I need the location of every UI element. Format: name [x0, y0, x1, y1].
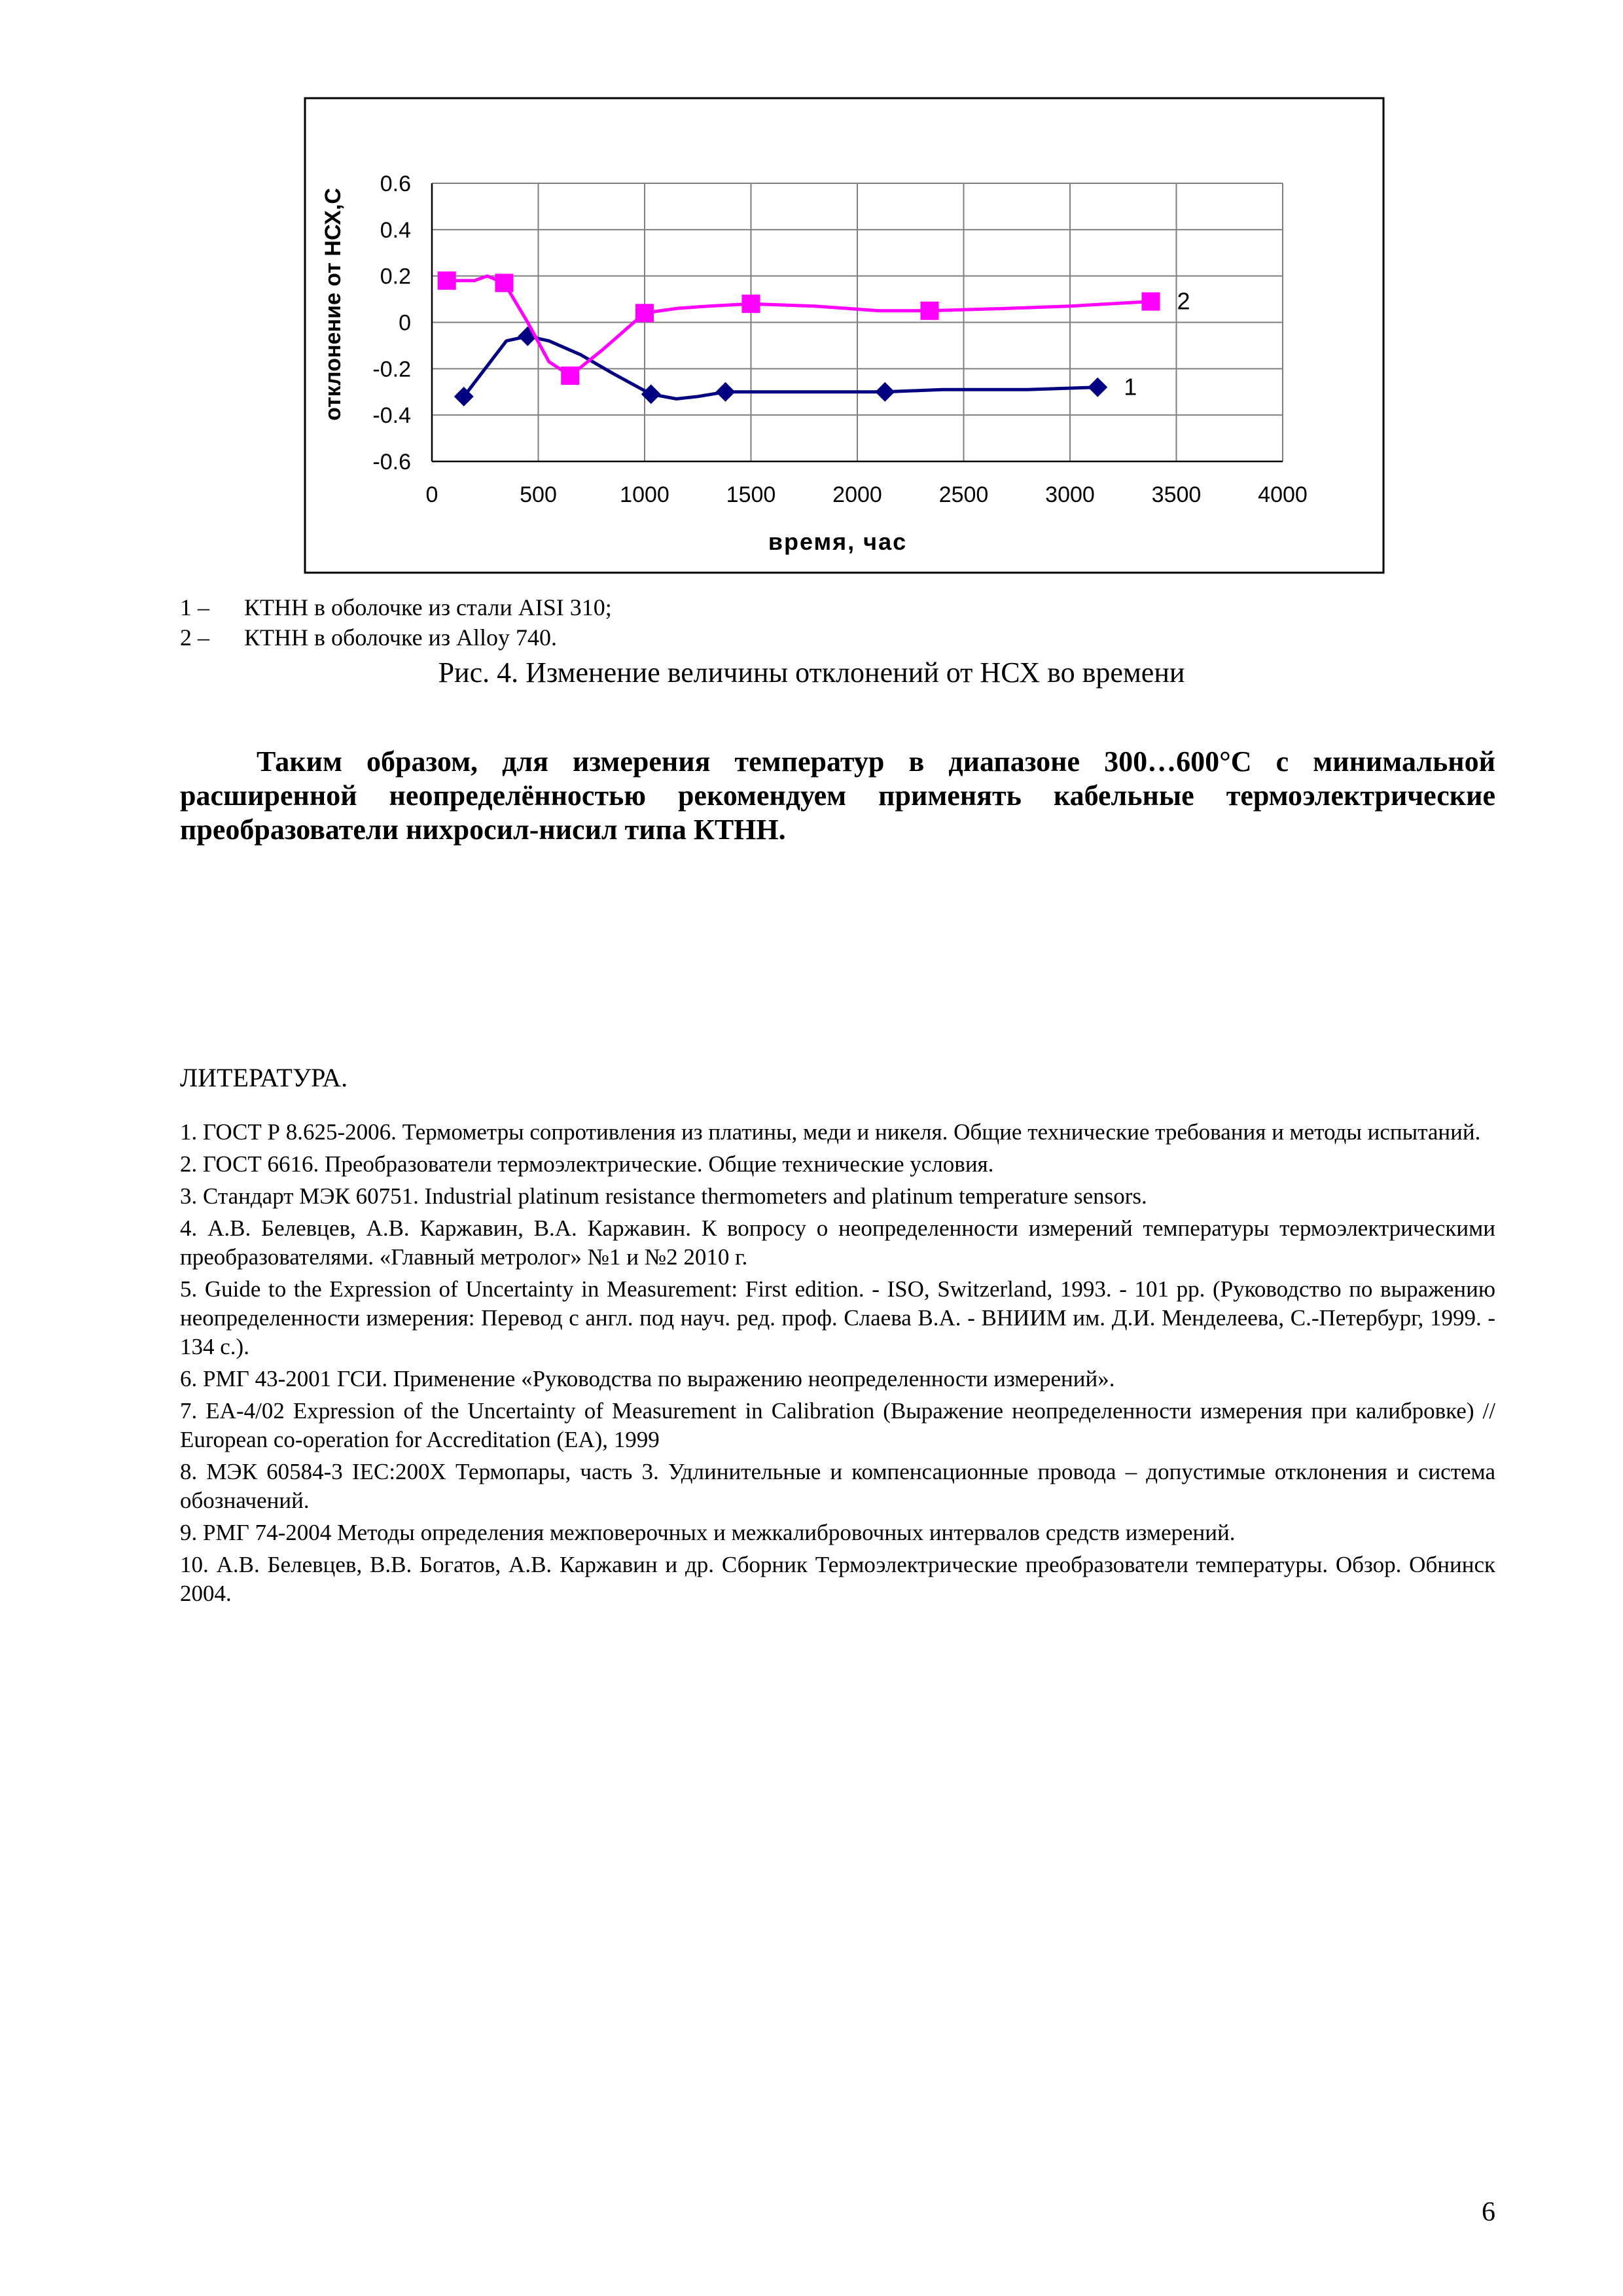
y-tick-label: 0.4 [380, 217, 411, 243]
reference-3: 3. Стандарт МЭК 60751. Industrial platinum resistance thermometers and platinum temperature sensors. [180, 1183, 1147, 1209]
reference-8: 8. МЭК 60584-3 IEC:200X Термопары, часть 3. Удлинительные и компенсационные провода – допустимые отклонения и система обозначений. [180, 1459, 1495, 1513]
series-2-point [561, 367, 579, 385]
series-2-point [635, 304, 654, 322]
reference-9: 9. РМГ 74-2004 Методы определения межповерочных и межкалибровочных интервалов средств измерений. [180, 1520, 1236, 1545]
legend-item-2-text: КТНН в оболочке из Alloy 740. [244, 624, 558, 651]
series-2-point [742, 295, 760, 313]
x-tick-label: 2000 [832, 482, 882, 507]
series-2-point [495, 274, 514, 292]
legend-item-2-num: 2 – [180, 624, 209, 651]
reference-4: 4. А.В. Белевцев, А.В. Каржавин, В.А. Каржавин. К вопросу о неопределенности измерений температуры термоэлектрическими преобразователями. «Главный метролог» №1 и №2 2010 г. [180, 1215, 1495, 1270]
legend-item-1-text: КТНН в оболочке из стали AISI 310; [244, 594, 612, 620]
reference-6: 6. РМГ 43-2001 ГСИ. Применение «Руководства по выражению неопределенности измерений». [180, 1366, 1115, 1391]
page-number: 6 [1482, 2197, 1495, 2227]
literature-heading: ЛИТЕРАТУРА. [180, 1063, 348, 1092]
series-2-label: 2 [1177, 287, 1190, 315]
chart [0, 0, 1623, 589]
x-tick-label: 2500 [938, 482, 989, 507]
figure-caption: Рис. 4. Изменение величины отклонений от НСХ во времени [438, 656, 1185, 689]
series-2-point [438, 272, 456, 290]
y-tick-label: -0.6 [372, 450, 411, 475]
y-tick-label: -0.4 [372, 403, 411, 429]
reference-5: 5. Guide to the Expression of Uncertainty in Measurement: First edition. - ISO, Switzerland, 1993. - 101 pp. (Руководство по выражению неопределенности измерения: Перевод с англ. под науч. ред. проф. Слаева В.А. - ВНИИМ им. Д.И. Менделеева, С.-Петербург, 1999. - 134 с.). [180, 1276, 1495, 1359]
legend-item-1 [180, 593, 612, 622]
conclusion-text: Таким образом, для измерения температур в диапазоне 300…600°С с минимальной расширенной неопределённостью рекомендуем применять кабельные термоэлектрические преобразователи нихросил-нисил типа КТНН. [180, 745, 1495, 846]
series-2-point [1142, 293, 1160, 311]
conclusion-paragraph [180, 745, 1495, 847]
y-axis-label: отклонение от НСХ,С [321, 188, 346, 421]
reference-1: 1. ГОСТ Р 8.625-2006. Термометры сопротивления из платины, меди и никеля. Общие технические требования и методы испытаний. [180, 1119, 1481, 1145]
x-tick-label: 1500 [726, 482, 776, 507]
series-1-label: 1 [1124, 373, 1137, 401]
x-tick-label: 3500 [1151, 482, 1202, 507]
x-tick-label: 3000 [1045, 482, 1095, 507]
x-axis-label: время, час [768, 528, 908, 555]
legend-item-1-num: 1 – [180, 594, 209, 620]
legend-item-2 [180, 623, 557, 652]
y-tick-label: 0 [399, 310, 411, 336]
x-tick-label: 0 [425, 482, 438, 507]
x-tick-label: 500 [520, 482, 557, 507]
reference-10: 10. А.В. Белевцев, В.В. Богатов, А.В. Каржавин и др. Сборник Термоэлектрические преобразователи температуры. Обзор. Обнинск 2004. [180, 1552, 1495, 1606]
y-tick-label: 0.2 [380, 264, 411, 289]
x-tick-label: 1000 [620, 482, 669, 507]
series-2-point [921, 302, 939, 320]
references-list [180, 1118, 1495, 1611]
y-tick-label: 0.6 [380, 171, 411, 196]
reference-7: 7. EA-4/02 Expression of the Uncertainty of Measurement in Calibration (Выражение неопределенности измерения при калибровке) // European co-operation for Accreditation (EA), 1999 [180, 1398, 1495, 1452]
y-tick-label: -0.2 [372, 357, 411, 382]
x-tick-label: 4000 [1258, 482, 1308, 507]
reference-2: 2. ГОСТ 6616. Преобразователи термоэлектрические. Общие технические условия. [180, 1151, 994, 1177]
